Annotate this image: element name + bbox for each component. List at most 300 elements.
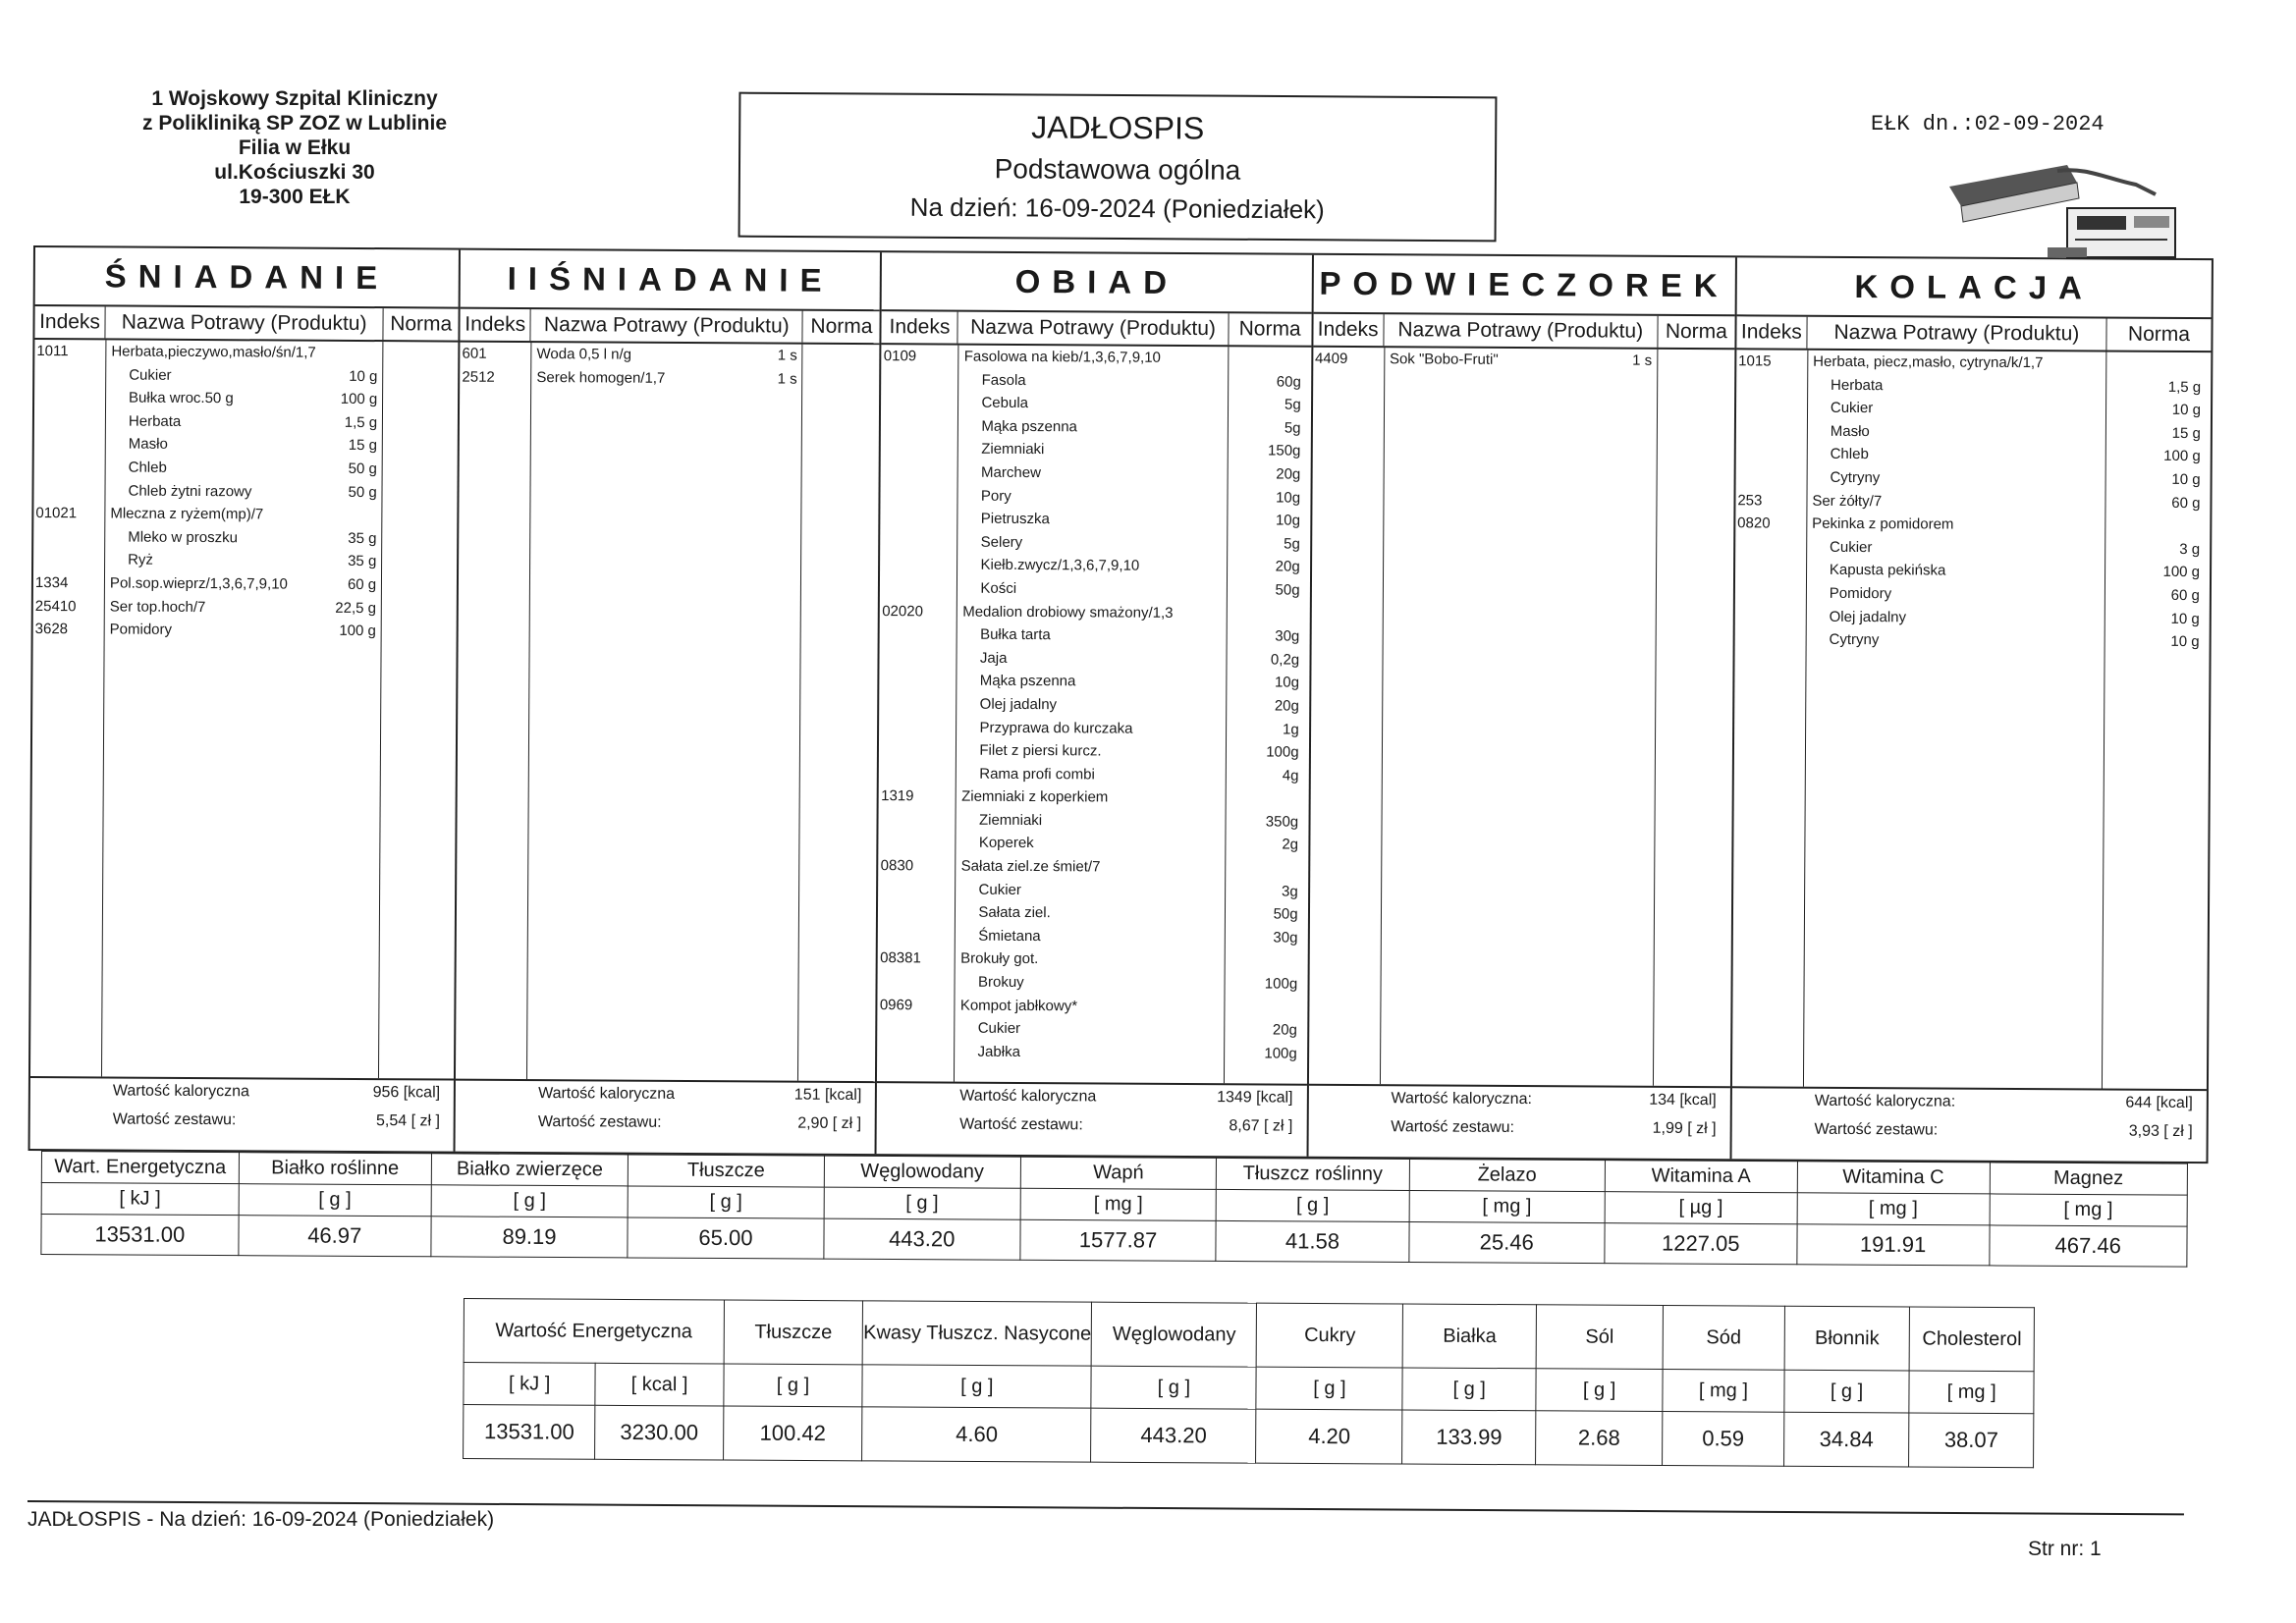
item-name: Herbata [1830, 376, 1884, 394]
item-row [879, 762, 1308, 787]
header-norma: Norma [810, 314, 873, 339]
item-norm: 150g [1267, 442, 1301, 460]
nutrient-name: Tłuszcz roślinny [1217, 1158, 1410, 1190]
item-name: Kiełb.zwycz/1,3,6,7,9,10 [980, 557, 1140, 575]
nutrient-unit: [ g ] [239, 1184, 431, 1217]
nutrient-name: Sól [1536, 1305, 1664, 1370]
item-index: 0969 [879, 996, 913, 1013]
item-name: Cytryny [1829, 630, 1880, 649]
item-row [881, 460, 1310, 486]
item-norm: 3 g [2179, 540, 2201, 558]
item-norm: 100 g [2163, 448, 2201, 465]
item-name: Ziemniaki [981, 441, 1045, 459]
item-index: 1015 [1738, 352, 1772, 370]
item-row [880, 646, 1309, 672]
energy-unit: [ kJ ] [464, 1363, 596, 1406]
item-row [34, 363, 458, 389]
nutrient-unit: [ g ] [1091, 1366, 1256, 1409]
calorie-label: Wartość kaloryczna [959, 1087, 1097, 1106]
energy-header: Wartość Energetyczna [464, 1299, 724, 1365]
header-norma: Norma [2127, 322, 2191, 347]
item-norm: 20g [1276, 465, 1301, 483]
meal-column [877, 252, 1314, 1157]
meal-items [877, 345, 1311, 1084]
nutrient-value: 65.00 [628, 1217, 824, 1259]
header-indeks: Indeks [461, 309, 531, 341]
item-row [879, 808, 1308, 834]
item-index: 0109 [883, 348, 917, 365]
item-row [878, 900, 1307, 926]
item-norm: 35 g [348, 529, 377, 547]
menu-date: Na dzień: 16-09-2024 (Poniedziałek) [909, 191, 1325, 225]
item-norm: 1 s [777, 370, 797, 388]
item-name: Cytryny [1830, 468, 1881, 487]
item-row [881, 391, 1310, 416]
item-index: 08381 [880, 949, 921, 967]
item-name: Śmietana [978, 927, 1041, 945]
item-row [881, 438, 1310, 463]
item-name: Pol.sop.wieprz/1,3,6,7,9,10 [109, 574, 288, 593]
nutrient-name: Magnez [1990, 1163, 2188, 1195]
item-norm: 15 g [348, 437, 378, 455]
nutrient-name: Cukry [1257, 1303, 1403, 1368]
item-index: 02020 [882, 602, 924, 620]
item-norm: 1 s [1632, 352, 1653, 369]
nutrient-name: Białka [1403, 1304, 1537, 1369]
item-name: Bułka wroc.50 g [129, 389, 234, 407]
item-norm: 60g [1276, 373, 1301, 391]
item-index: 01021 [35, 505, 78, 522]
nutrient-name: Cholesterol [1910, 1307, 2035, 1372]
item-row [33, 618, 457, 643]
column-divider [526, 343, 531, 1079]
cost-value: 1,99 [ zł ] [1652, 1119, 1717, 1138]
date-stamp: EŁK dn.:02-09-2024 [1871, 112, 2105, 136]
nutrient-value: 4.60 [862, 1407, 1091, 1462]
nutrient-unit: [ g ] [1216, 1189, 1409, 1221]
cost-value: 8,67 [ zł ] [1229, 1117, 1293, 1135]
item-name: Kompot jabłkowy* [959, 997, 1078, 1014]
column-divider [1380, 348, 1385, 1084]
item-row [34, 409, 458, 435]
nutrient-value: 1577.87 [1020, 1219, 1217, 1261]
header-indeks: Indeks [1313, 314, 1384, 346]
calorie-value: 1349 [kcal] [1217, 1089, 1293, 1107]
item-name: Ziemniaki z koperkiem [961, 787, 1109, 806]
item-norm: 10 g [2171, 402, 2202, 419]
item-row [882, 345, 1311, 370]
item-row [881, 530, 1310, 556]
item-norm: 10 g [2170, 610, 2200, 627]
item-row [878, 970, 1307, 996]
meal-title: OBIAD [882, 252, 1312, 314]
page-title: JADŁOSPIS [1031, 109, 1205, 146]
item-row [34, 432, 458, 458]
item-norm: 5g [1284, 535, 1300, 553]
nutrient-value: 41.58 [1216, 1220, 1409, 1262]
nutrient-unit: [ g ] [1256, 1367, 1402, 1410]
nutrient-unit: [ mg ] [1909, 1371, 2034, 1414]
item-name: Sałata ziel. [978, 903, 1051, 922]
nutrient-name: Kwasy Tłuszcz. Nasycone [862, 1301, 1091, 1366]
title-box [738, 92, 1498, 243]
item-row [880, 553, 1309, 578]
item-norm: 15 g [2171, 424, 2201, 442]
summary-value-row [464, 1405, 2034, 1468]
nutrient-value: 38.07 [1909, 1413, 2034, 1468]
hospital-address [98, 86, 491, 209]
item-row [879, 784, 1308, 810]
item-name: Cukier [1830, 538, 1873, 556]
item-row [33, 525, 457, 551]
nutrient-value: 46.97 [239, 1216, 431, 1257]
meal-column [1731, 257, 2212, 1162]
item-name: Brokuy [977, 973, 1024, 992]
nutrient-name: Witamina A [1605, 1161, 1797, 1193]
meal-items [456, 343, 880, 1082]
calorie-label: Wartość kaloryczna: [1391, 1090, 1533, 1109]
item-norm: 50g [1275, 581, 1300, 599]
item-name: Bułka tarta [980, 625, 1051, 644]
nutrient-value: 34.84 [1783, 1412, 1909, 1467]
item-row [881, 507, 1310, 532]
nutrient-unit: [ mg ] [1663, 1370, 1784, 1413]
item-name: Cukier [978, 881, 1021, 898]
item-norm: 30g [1275, 627, 1300, 645]
item-row [461, 343, 880, 368]
item-name: Selery [980, 533, 1023, 551]
column-header-row [882, 311, 1311, 348]
item-name: Brokuły got. [960, 950, 1039, 968]
item-index: 0830 [880, 857, 914, 875]
header-nazwa: Nazwa Potrawy (Produktu) [1384, 314, 1658, 348]
item-name: Jaja [979, 649, 1008, 667]
item-row [1735, 512, 2210, 537]
item-name: Ser top.hoch/7 [109, 597, 206, 616]
item-name: Olej jadalny [1829, 608, 1907, 625]
meal-summary [1731, 1086, 2207, 1162]
item-norm: 1,5 g [2167, 378, 2202, 396]
nutrient-unit: [ mg ] [1990, 1194, 2188, 1226]
item-name: Pomidory [109, 621, 173, 638]
item-row [1735, 581, 2210, 607]
item-row [1736, 443, 2211, 468]
nutrient-value: 100.42 [723, 1406, 862, 1461]
item-name: Cukier [129, 366, 172, 384]
calorie-value: 956 [kcal] [372, 1084, 441, 1102]
item-index: 3628 [34, 621, 69, 638]
item-norm: 10g [1274, 674, 1300, 691]
header-indeks: Indeks [882, 311, 958, 343]
nutrient-unit: [ kJ ] [41, 1183, 239, 1216]
calorie-value: 134 [kcal] [1649, 1091, 1717, 1109]
item-norm: 100g [1264, 1045, 1297, 1062]
item-index: 1011 [36, 343, 69, 360]
item-row [33, 595, 457, 621]
item-name: Mleczna z ryżem(mp)/7 [110, 505, 264, 523]
cost-value: 5,54 [ zł ] [375, 1112, 440, 1130]
item-name: Fasola [981, 371, 1026, 389]
hospital-line: 19-300 EŁK [239, 186, 351, 208]
item-row [1734, 627, 2209, 653]
item-norm: 100g [1264, 975, 1298, 993]
column-header-row [1313, 314, 1734, 351]
item-norm: 60 g [347, 575, 377, 594]
item-name: Chleb [1830, 446, 1869, 463]
calorie-value: 644 [kcal] [2125, 1094, 2193, 1112]
energy-unit: [ kcal ] [595, 1363, 724, 1406]
nutrient-value: 443.20 [824, 1218, 1020, 1260]
meal-summary [1308, 1084, 1730, 1160]
nutrient-unit: [ g ] [628, 1186, 824, 1218]
item-norm: 35 g [348, 553, 377, 570]
nutrient-value: 467.46 [1989, 1225, 2187, 1267]
header-nazwa: Nazwa Potrawy (Produktu) [531, 309, 803, 343]
item-row [34, 340, 458, 365]
item-row [460, 365, 879, 391]
header-nazwa: Nazwa Potrawy (Produktu) [958, 312, 1229, 346]
item-name: Filet z piersi kurcz. [979, 741, 1102, 760]
nutrient-name: Wart. Energetyczna [41, 1152, 239, 1184]
item-name: Sok "Bobo-Fruti" [1389, 351, 1499, 368]
calorie-label: Wartość kaloryczna: [1814, 1092, 1956, 1110]
item-norm: 50 g [348, 483, 377, 501]
meal-summary [30, 1076, 455, 1152]
item-name: Herbata [128, 412, 182, 430]
item-row [879, 738, 1308, 764]
nutrient-value: 191.91 [1797, 1224, 1990, 1266]
item-name: Jabłka [977, 1043, 1020, 1060]
book-printer-icon [1949, 165, 2185, 263]
cost-label: Wartość zestawu: [959, 1115, 1083, 1134]
item-row [1736, 373, 2211, 399]
meal-items [1309, 348, 1735, 1087]
item-row [879, 832, 1308, 857]
nutrient-unit: [ g ] [1784, 1370, 1910, 1413]
item-name: Sałata ziel.ze śmiet/7 [960, 857, 1101, 876]
item-row [1736, 350, 2211, 375]
item-row [882, 368, 1311, 394]
item-norm: 1g [1283, 721, 1299, 738]
cost-label: Wartość zestawu: [1391, 1118, 1515, 1136]
item-index: 1319 [881, 787, 914, 805]
item-name: Kości [980, 579, 1017, 597]
item-row [880, 622, 1309, 648]
nutrient-name: Wapń [1020, 1157, 1217, 1189]
header-nazwa: Nazwa Potrawy (Produktu) [105, 306, 383, 340]
item-norm: 20g [1272, 1021, 1297, 1039]
item-index: 1334 [34, 573, 69, 592]
header-indeks: Indeks [34, 306, 105, 338]
item-name: Pekinka z pomidorem [1812, 514, 1954, 533]
nutrient-name: Żelazo [1409, 1160, 1605, 1192]
item-row [878, 1016, 1307, 1042]
meal-title: PODWIECZOREK [1313, 255, 1735, 317]
meal-items [30, 340, 459, 1079]
meal-column [456, 250, 883, 1155]
item-index: 25410 [34, 597, 77, 615]
item-name: Pietruszka [980, 510, 1050, 528]
item-norm: 5g [1284, 396, 1301, 413]
item-name: Koperek [978, 835, 1034, 852]
item-row [34, 456, 458, 481]
cost-value: 2,90 [ zł ] [797, 1114, 862, 1133]
nutrient-value: 443.20 [1091, 1408, 1256, 1463]
item-norm: 100 g [340, 391, 378, 408]
item-norm: 0,2g [1270, 651, 1300, 669]
item-norm: 1 s [777, 347, 797, 364]
column-divider [797, 345, 802, 1081]
summary-header-row [464, 1299, 2034, 1372]
item-norm: 4g [1282, 767, 1299, 784]
hospital-line: z Polikliniką SP ZOZ w Lublinie [142, 112, 447, 135]
item-norm: 100 g [339, 622, 376, 640]
nutrient-unit: [ mg ] [1409, 1191, 1605, 1223]
item-norm: 50g [1273, 905, 1298, 923]
item-norm: 20g [1275, 558, 1300, 576]
item-index: 601 [462, 345, 487, 362]
item-norm: 30g [1273, 929, 1298, 947]
nutrient-unit: [ g ] [724, 1364, 863, 1407]
item-row [878, 1040, 1307, 1065]
nutrient-value: 25.46 [1408, 1222, 1604, 1264]
nutrient-unit: [ mg ] [1797, 1193, 1990, 1225]
meal-title: ŚNIADANIE [35, 247, 460, 309]
nutrient-unit: [ g ] [431, 1185, 629, 1217]
item-name: Mleko w proszku [128, 528, 238, 546]
item-row [33, 479, 457, 505]
meal-title: KOLACJA [1736, 257, 2211, 319]
nutrient-value: 2.68 [1536, 1411, 1664, 1466]
item-name: Pory [980, 487, 1011, 505]
header-norma: Norma [1238, 317, 1301, 341]
nutrient-name: Witamina C [1797, 1162, 1990, 1194]
nutrient-value: 1227.05 [1605, 1223, 1797, 1265]
calorie-label: Wartość kaloryczna [112, 1082, 249, 1101]
hospital-line: ul.Kościuszki 30 [214, 161, 375, 184]
hospital-line: Filia w Ełku [238, 136, 352, 159]
item-norm: 100g [1266, 743, 1299, 761]
item-name: Cukier [1830, 400, 1874, 417]
item-norm: 350g [1265, 813, 1299, 831]
item-row [881, 484, 1310, 510]
menu-table [28, 245, 2214, 1163]
column-divider [1653, 350, 1658, 1086]
item-row [1735, 559, 2210, 584]
item-norm: 22,5 g [335, 599, 377, 617]
cost-label: Wartość zestawu: [1814, 1120, 1939, 1139]
item-name: Pomidory [1829, 584, 1892, 603]
item-norm: 60 g [2171, 494, 2201, 512]
header-nazwa: Nazwa Potrawy (Produktu) [1807, 317, 2106, 351]
item-row [1735, 489, 2210, 514]
item-name: Kapusta pekińska [1829, 562, 1946, 579]
meal-summary [456, 1079, 876, 1155]
item-row [878, 878, 1307, 903]
nutrient-unit: [ g ] [824, 1187, 1020, 1219]
item-row [878, 924, 1307, 949]
item-name: Medalion drobiowy smażony/1,3 [962, 603, 1174, 622]
item-row [1313, 348, 1734, 373]
item-row [33, 548, 457, 573]
page-number: Str nr: 1 [2028, 1538, 2102, 1560]
item-row [878, 947, 1307, 973]
nutrient-name: Sód [1663, 1306, 1784, 1371]
item-index: 2512 [462, 368, 495, 386]
nutrient-unit: [ µg ] [1605, 1192, 1797, 1224]
nutrition-table [40, 1151, 2188, 1268]
nutrient-name: Tłuszcze [724, 1300, 863, 1365]
item-row [34, 386, 458, 411]
item-row [1736, 419, 2211, 445]
item-row [878, 994, 1307, 1019]
nutrient-unit: [ g ] [1402, 1368, 1536, 1411]
item-name: Przyprawa do kurczaka [979, 719, 1133, 737]
nutrient-name: Błonnik [1784, 1306, 1910, 1371]
item-name: Ser żółty/7 [1812, 492, 1883, 510]
item-row [1736, 396, 2211, 421]
item-norm: 3g [1282, 883, 1298, 900]
item-row [33, 502, 457, 527]
nutrient-value: 133.99 [1402, 1410, 1536, 1465]
footer-text: JADŁOSPIS - Na dzień: 16-09-2024 (Poniedziałek) [27, 1508, 495, 1531]
item-name: Cukier [977, 1019, 1021, 1038]
item-name: Chleb żytni razowy [128, 482, 252, 500]
item-name: Mąka pszenna [979, 673, 1076, 690]
nutrient-unit: [ g ] [862, 1365, 1091, 1408]
item-norm: 20g [1274, 697, 1299, 715]
meal-summary [877, 1081, 1307, 1157]
item-name: Olej jadalny [979, 695, 1058, 714]
nutrient-name: Węglowodany [824, 1156, 1020, 1188]
item-row [880, 600, 1309, 625]
column-header-row [1736, 316, 2211, 352]
hospital-line: 1 Wojskowy Szpital Kliniczny [151, 87, 438, 110]
item-norm: 2g [1282, 837, 1299, 854]
nutrition-summary-table [463, 1298, 2035, 1468]
item-norm: 5g [1284, 419, 1301, 437]
item-norm: 10 g [349, 367, 378, 385]
item-row [880, 576, 1309, 602]
item-row [881, 414, 1310, 440]
meal-title: IIŚNIADANIE [461, 250, 881, 312]
item-name: Masło [128, 435, 168, 454]
column-header-row [34, 306, 458, 343]
calorie-value: 151 [kcal] [793, 1086, 862, 1105]
item-name: Fasolowa na kieb/1,3,6,7,9,10 [963, 348, 1161, 366]
nutrient-value: 0.59 [1663, 1412, 1784, 1467]
item-name: Mąka pszenna [981, 417, 1077, 436]
item-norm: 50 g [348, 460, 377, 478]
meal-items [1732, 350, 2212, 1089]
cost-label: Wartość zestawu: [537, 1113, 662, 1131]
item-name: Chleb [128, 459, 167, 476]
item-name: Herbata,pieczywo,masło/śn/1,7 [111, 343, 316, 361]
nutrient-name: Węglowodany [1091, 1302, 1256, 1367]
item-norm: 10 g [2170, 633, 2200, 651]
item-name: Marchew [981, 463, 1041, 482]
header-norma: Norma [1665, 319, 1727, 344]
calorie-label: Wartość kaloryczna [538, 1085, 676, 1103]
item-index: 0820 [1737, 514, 1771, 532]
item-name: Herbata, piecz,masło, cytryna/k/1,7 [1813, 352, 2044, 372]
item-row [879, 716, 1308, 741]
item-name: Cebula [981, 394, 1029, 412]
item-name: Masło [1830, 422, 1870, 440]
item-norm: 100 g [2162, 564, 2201, 581]
item-index: 253 [1737, 491, 1763, 510]
item-row [1735, 535, 2210, 561]
